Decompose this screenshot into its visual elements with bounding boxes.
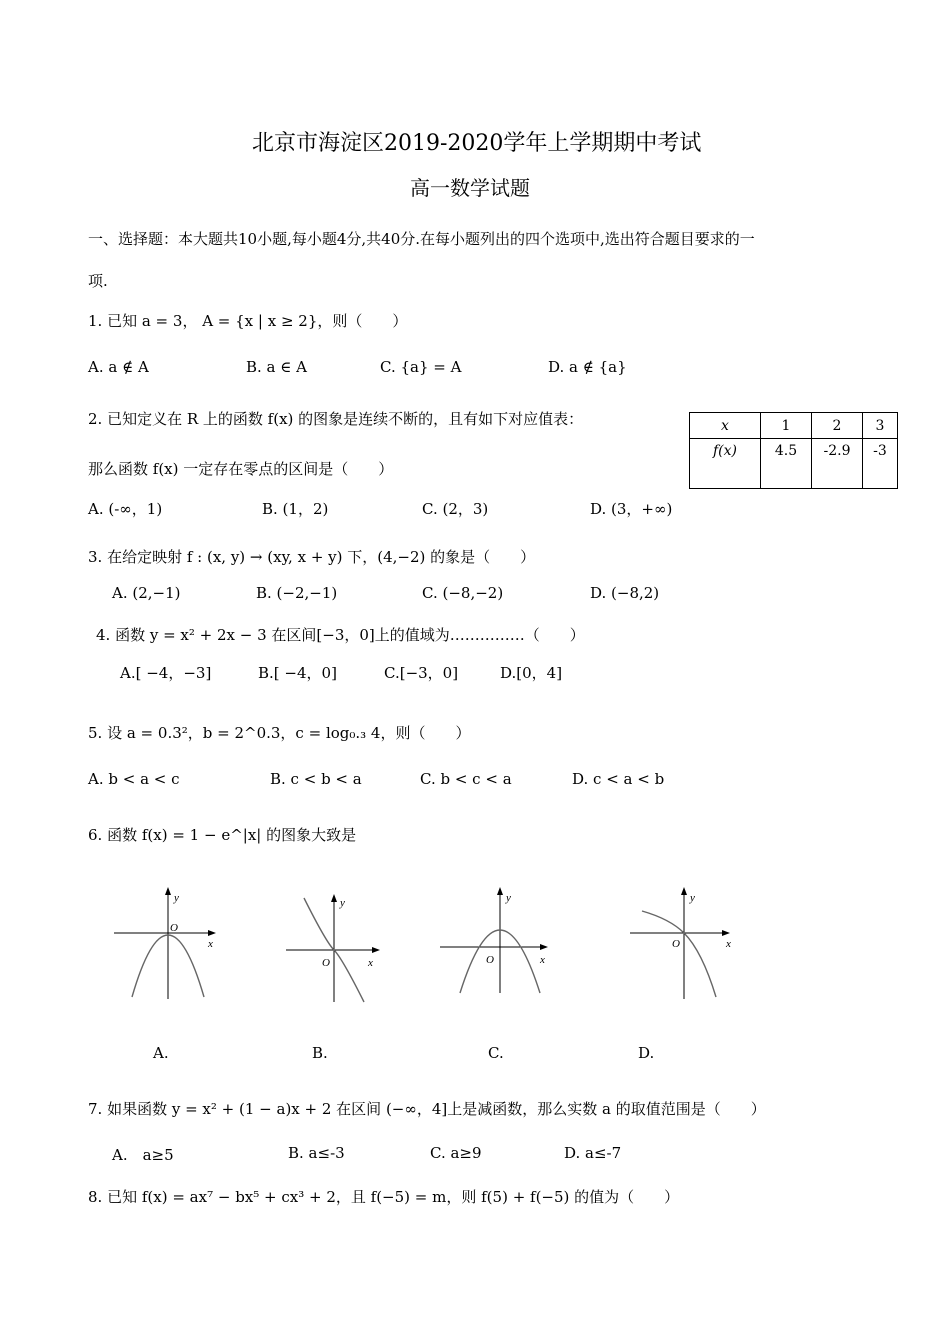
q6-graph-c-y-label: y (506, 892, 511, 904)
q4-stem: 4. 函数 y = x² + 2x − 3 在区间[−3，0]上的值域为……………（ ） (96, 626, 585, 644)
q7-stem: 7. 如果函数 y = x² + (1 − a)x + 2 在区间 (−∞，4]上是减函数，那么实数 a 的取值范围是（ ） (88, 1100, 766, 1118)
q6-graph-d-x-label: x (726, 938, 731, 950)
q6-graph-b (282, 892, 392, 1007)
q5-option-b: B. c < b < a (270, 770, 362, 788)
q2-stem: 2. 已知定义在 R 上的函数 f(x) 的图象是连续不断的，且有如下对应值表： (88, 410, 584, 428)
q2-option-c: C. (2，3) (422, 500, 489, 518)
q6-graph-b-y-label: y (340, 897, 345, 909)
section-instructions-line2: 项. (88, 272, 108, 290)
q6-graph-c (436, 885, 556, 995)
q6-option-d: D. (638, 1044, 655, 1062)
q6-graph-a-origin: O (170, 922, 178, 934)
section-instructions-line1: 一、选择题：本大题共10小题,每小题4分,共40分.在每小题列出的四个选项中,选出符合题目要求的一 (88, 230, 755, 248)
q6-option-b: B. (312, 1044, 328, 1062)
q2-table-header-2: 2 (812, 413, 863, 439)
q7-option-d: D. a≤-7 (564, 1144, 622, 1162)
q2-stem2: 那么函数 f(x) 一定存在零点的区间是（ ） (88, 460, 394, 478)
q7-option-c: C. a≥9 (430, 1144, 482, 1162)
q2-value-table (689, 412, 898, 489)
q4-option-c: C.[−3，0] (384, 664, 459, 682)
q2-option-b: B. (1，2) (262, 500, 329, 518)
q6-graph-c-origin: O (486, 954, 494, 966)
q6-stem: 6. 函数 f(x) = 1 − e^|x| 的图象大致是 (88, 826, 357, 844)
q7-option-a: A. a≥5 (112, 1146, 174, 1164)
q8-stem: 8. 已知 f(x) = ax⁷ − bx⁵ + cx³ + 2，且 f(−5) = m，则 f(5) + f(−5) 的值为（ ） (88, 1188, 680, 1206)
q1-stem: 1. 已知 a = 3， A = {x | x ≥ 2}，则（ ） (88, 312, 408, 330)
q2-option-a: A. (-∞，1) (88, 500, 163, 518)
q1-option-a: A. a ∉ A (88, 358, 149, 376)
q5-option-a: A. b < a < c (88, 770, 180, 788)
q2-table-header-3: 3 (863, 413, 898, 439)
q2-option-d: D. (3，+∞) (590, 500, 673, 518)
q6-graph-d-y-label: y (690, 892, 695, 904)
q3-option-d: D. (−8,2) (590, 584, 660, 602)
q4-option-d: D.[0，4] (500, 664, 563, 682)
q7-option-b: B. a≤-3 (288, 1144, 345, 1162)
q6-graph-b-x-label: x (368, 957, 373, 969)
q6-graph-a-y-label: y (174, 892, 179, 904)
q4-option-a: A.[ −4，−3] (120, 664, 212, 682)
q2-table-value-3: -3 (863, 439, 898, 489)
exam-title: 北京市海淀区2019-2020学年上学期期中考试 (252, 131, 702, 156)
q2-table-header-x: x (690, 413, 761, 439)
q3-stem: 3. 在给定映射 f : (x, y) → (xy, x + y) 下，(4,−2) 的象是（ ） (88, 548, 536, 566)
q2-table-row-label: f(x) (690, 439, 761, 489)
q6-option-a: A. (153, 1044, 169, 1062)
q2-table-value-2: -2.9 (812, 439, 863, 489)
q6-graph-d (626, 885, 746, 1003)
q3-option-a: A. (2,−1) (112, 584, 181, 602)
q2-table-value-1: 4.5 (761, 439, 812, 489)
q5-option-c: C. b < c < a (420, 770, 512, 788)
q6-graph-d-origin: O (672, 938, 680, 950)
q2-table-header-1: 1 (761, 413, 812, 439)
q6-graph-a-x-label: x (208, 938, 213, 950)
q1-option-b: B. a ∈ A (246, 358, 307, 376)
q6-graph-c-x-label: x (540, 954, 545, 966)
q5-stem: 5. 设 a = 0.3²，b = 2^0.3，c = log₀.₃ 4，则（ ） (88, 724, 471, 742)
q4-option-b: B.[ −4，0] (258, 664, 337, 682)
q1-option-d: D. a ∉ {a} (548, 358, 627, 376)
q6-option-c: C. (488, 1044, 504, 1062)
q3-option-c: C. (−8,−2) (422, 584, 504, 602)
q6-graph-a (110, 885, 220, 1005)
q6-graph-b-origin: O (322, 957, 330, 969)
q1-option-c: C. {a} = A (380, 358, 462, 376)
q5-option-d: D. c < a < b (572, 770, 665, 788)
exam-subtitle: 高一数学试题 (410, 176, 530, 200)
q3-option-b: B. (−2,−1) (256, 584, 338, 602)
